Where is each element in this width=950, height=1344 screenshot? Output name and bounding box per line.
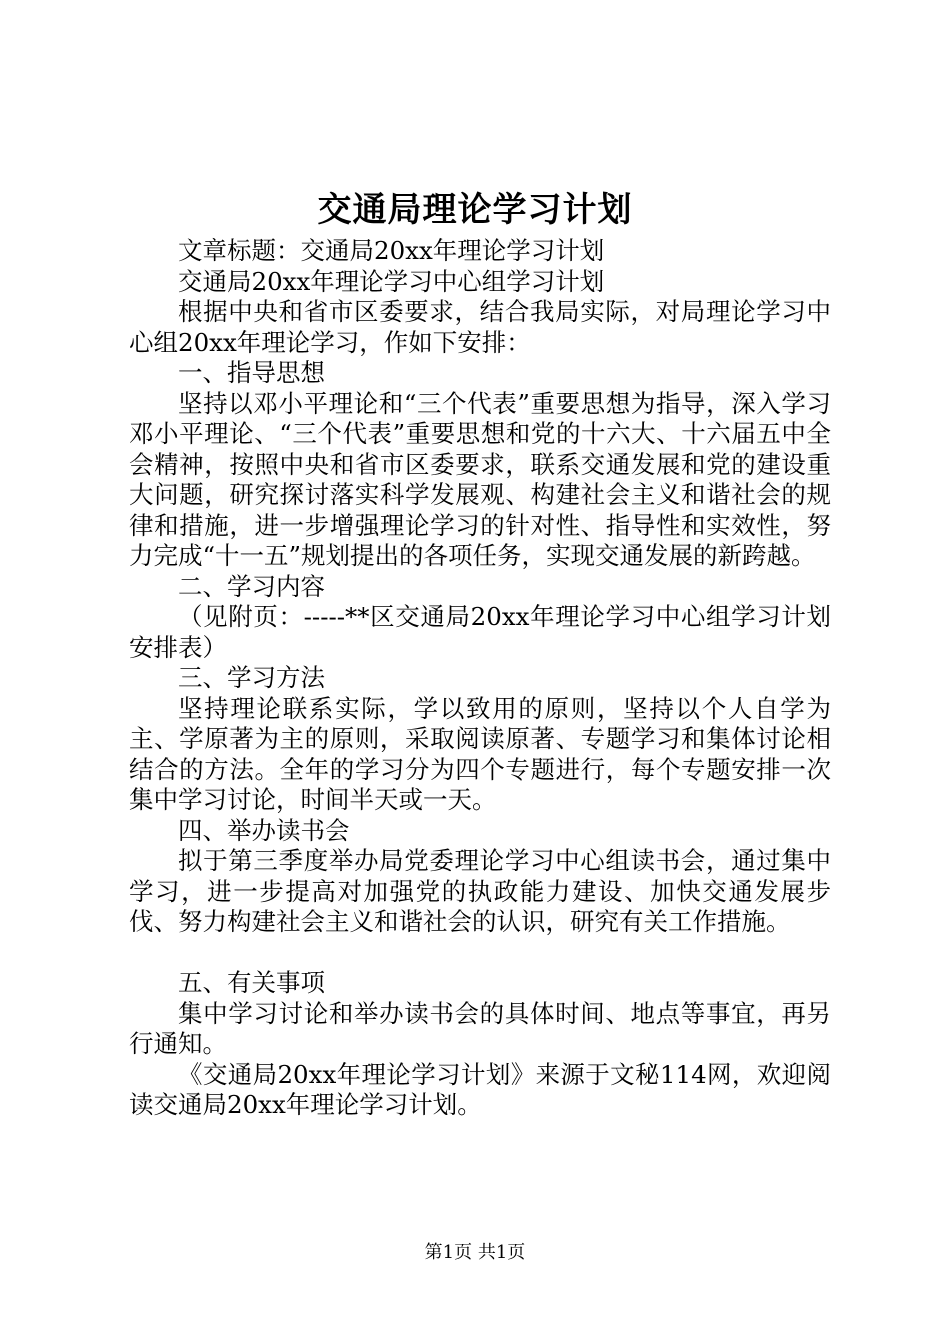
document-title: 交通局理论学习计划 bbox=[317, 190, 633, 230]
paragraph-intro: 根据中央和省市区委要求，结合我局实际，对局理论学习中心组20xx年理论学习，作如下安排： bbox=[129, 297, 831, 357]
section-heading-related-matters: 五、有关事项 bbox=[178, 968, 325, 997]
section-heading-guiding-ideology: 一、指导思想 bbox=[178, 358, 325, 387]
document-body bbox=[129, 236, 831, 1121]
paragraph-plan-name: 交通局20xx年理论学习中心组学习计划 bbox=[178, 266, 605, 296]
page-footer: 第1页 共1页 bbox=[424, 1242, 526, 1263]
section-heading-reading-meeting: 四、举办读书会 bbox=[178, 815, 350, 845]
paragraph-article-title: 文章标题：交通局20xx年理论学习计划 bbox=[178, 236, 605, 265]
paragraph-reading-meeting: 拟于第三季度举办局党委理论学习中心组读书会，通过集中学习，进一步提高对加强党的执政能力建设、加快交通发展步伐、努力构建社会主义和谐社会的认识，研究有关工作措施。 bbox=[129, 846, 831, 936]
paragraph-source: 《交通局20xx年理论学习计划》来源于文秘114网，欢迎阅读交通局20xx年理论学习计划。 bbox=[129, 1059, 831, 1119]
section-heading-study-content: 二、学习内容 bbox=[178, 571, 325, 601]
paragraph-study-method: 坚持理论联系实际，学以致用的原则，坚持以个人自学为主、学原著为主的原则，采取阅读原著、专题学习和集体讨论相结合的方法。全年的学习分为四个专题进行，每个专题安排一次集中学习讨论，时间半天或一天。 bbox=[129, 693, 831, 814]
paragraph-study-content: （见附页：-----**区交通局20xx年理论学习中心组学习计划安排表） bbox=[129, 602, 831, 662]
paragraph-guiding-ideology: 坚持以邓小平理论和“三个代表”重要思想为指导，深入学习邓小平理论、“三个代表”重要思想和党的十六大、十六届五中全会精神，按照中央和省市区委要求，联系交通发展和党的建设重大问题，研究探讨落实科学发展观、构建社会主义和谐社会的规律和措施，进一步增强理论学习的针对性、指导性和实效性，努力完成“十一五”规划提出的各项任务，实现交通发展的新跨越。 bbox=[129, 388, 831, 570]
section-heading-study-method: 三、学习方法 bbox=[178, 663, 325, 692]
paragraph-related-matters: 集中学习讨论和举办读书会的具体时间、地点等事宜，再另行通知。 bbox=[129, 998, 831, 1058]
